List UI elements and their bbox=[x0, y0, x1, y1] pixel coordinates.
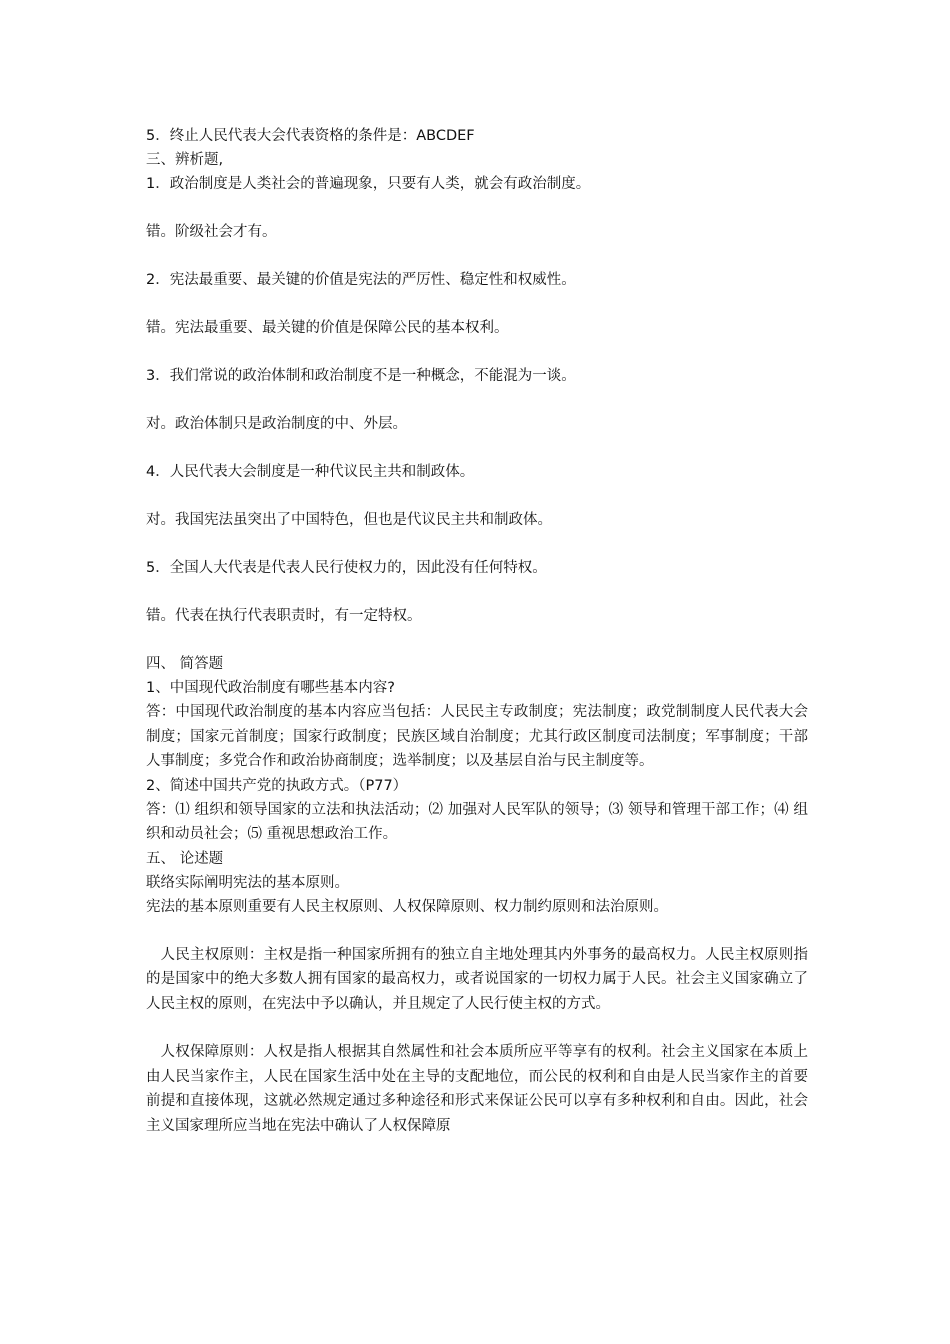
essay-paragraph-human-rights: 人权保障原则：人权是指人根据其自然属性和社会本质所应平等享有的权利。社会主义国家在本质上由人民当家作主，人民在国家生活中处在主导的支配地位，而公民的权利和自由是人民当家作主的首要前提和直接体现，这就必然规定通过多种途径和形式来保证公民可以享有多种权利和自由。因此，社会主义国家理所应当地在宪法中确认了人权保障原 bbox=[146, 1044, 808, 1134]
judgment-3-question: 3．我们常说的政治体制和政治制度不是一种概念，不能混为一谈。 bbox=[146, 368, 576, 384]
judgment-5-question: 5．全国人大代表是代表人民行使权力的，因此没有任何特权。 bbox=[146, 560, 547, 576]
judgment-1-answer: 错。阶级社会才有。 bbox=[146, 224, 277, 240]
short-answer-2-question: 2、简述中国共产党的执政方式。（P77） bbox=[146, 777, 408, 794]
judgment-1-question: 1．政治制度是人类社会的普遍现象，只要有人类，就会有政治制度。 bbox=[146, 176, 591, 192]
essay-intro: 宪法的基本原则重要有人民主权原则、人权保障原则、权力制约原则和法治原则。 bbox=[146, 898, 668, 915]
judgment-2-question: 2．宪法最重要、最关键的价值是宪法的严厉性、稳定性和权威性。 bbox=[146, 272, 576, 288]
judgment-4-answer: 对。我国宪法虽突出了中国特色，但也是代议民主共和制政体。 bbox=[146, 512, 552, 528]
document-page bbox=[146, 124, 808, 1138]
essay-paragraph-people-sovereignty: 人民主权原则：主权是指一种国家所拥有的独立自主地处理其内外事务的最高权力。人民主权原则指的是国家中的绝大多数人拥有国家的最高权力，或者说国家的一切权力属于人民。社会主义国家确立了人民主权的原则，在宪法中予以确认，并且规定了人民行使主权的方式。 bbox=[146, 946, 808, 1012]
section-3-heading: 三、辨析题, bbox=[146, 152, 224, 168]
judgment-3-answer: 对。政治体制只是政治制度的中、外层。 bbox=[146, 416, 407, 432]
judgment-2-answer: 错。宪法最重要、最关键的价值是保障公民的基本权利。 bbox=[146, 320, 509, 336]
judgment-5-answer: 错。代表在执行代表职责时，有一定特权。 bbox=[146, 608, 422, 624]
short-answer-1-answer: 答：中国现代政治制度的基本内容应当包括：人民民主专政制度；宪法制度；政党制制度人民代表大会制度；国家元首制度；国家行政制度；民族区域自治制度；尤其行政区制度司法制度；军事制度；干部人事制度；多党合作和政治协商制度；选举制度；以及基层自治与民主制度等。 bbox=[146, 704, 808, 769]
question-5-answer: 5．终止人民代表大会代表资格的条件是：ABCDEF bbox=[146, 128, 475, 144]
short-answer-1-question: 1、中国现代政治制度有哪些基本内容? bbox=[146, 680, 395, 696]
essay-question: 联络实际阐明宪法的基本原则。 bbox=[146, 874, 349, 891]
short-answer-2-answer: 答：⑴ 组织和领导国家的立法和执法活动；⑵ 加强对人民军队的领导；⑶ 领导和管理干部工作；⑷ 组织和动员社会；⑸ 重视思想政治工作。 bbox=[146, 801, 808, 842]
section-5-heading: 五、 论述题 bbox=[146, 850, 224, 867]
section-4-heading: 四、 简答题 bbox=[146, 656, 224, 672]
judgment-4-question: 4．人民代表大会制度是一种代议民主共和制政体。 bbox=[146, 464, 475, 480]
